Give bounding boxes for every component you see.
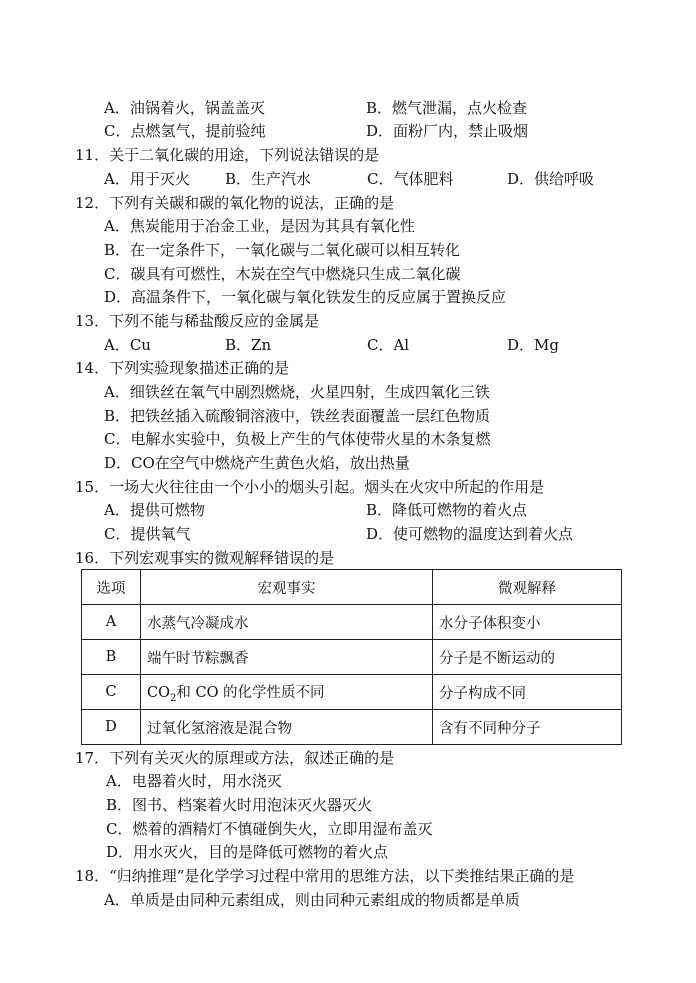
q12-option-b: B．在一定条件下，一氧化碳与二氧化碳可以相互转化 — [104, 241, 461, 259]
q12-option-c: C．碳具有可燃性，木炭在空气中燃烧只生成二氧化碳 — [104, 265, 461, 283]
q14-option-d: D．CO在空气中燃烧产生黄色火焰，放出热量 — [104, 454, 410, 472]
q14-option-c: C．电解水实验中，负极上产生的气体使带火星的木条复燃 — [104, 430, 491, 448]
q10-option-b: B．燃气泄漏，点火检查 — [366, 99, 528, 117]
q15-option-b: B．降低可燃物的着火点 — [366, 501, 528, 519]
q17-option-d: D．用水灭火，目的是降低可燃物的着火点 — [106, 843, 389, 861]
q18-option-a: A．单质是由同种元素组成，则由同种元素组成的物质都是单质 — [104, 891, 520, 909]
table-row — [82, 640, 622, 675]
q17-stem: 17．下列有关灭火的原理或方法，叙述正确的是 — [75, 749, 395, 767]
row-fact: 端午时节粽飘香 — [141, 640, 433, 675]
q12-stem: 12．下列有关碳和碳的氧化物的说法，正确的是 — [75, 194, 395, 212]
q14-option-b: B．把铁丝插入硫酸铜溶液中，铁丝表面覆盖一层红色物质 — [104, 407, 491, 425]
row-explain: 分子是不断运动的 — [433, 640, 622, 675]
q17-option-b: B．图书、档案着火时用泡沫灭火器灭火 — [106, 796, 373, 814]
q13-option-d: D．Mg — [507, 336, 559, 354]
q17-option-a: A．电器着火时，用水浇灭 — [106, 772, 282, 790]
q14-option-a: A．细铁丝在氧气中剧烈燃烧，火星四射，生成四氧化三铁 — [104, 383, 490, 401]
row-option: D — [82, 710, 141, 745]
q12-option-d: D．高温条件下，一氧化碳与氧化铁发生的反应属于置换反应 — [104, 288, 507, 306]
q10-option-c: C．点燃氢气，提前验纯 — [104, 122, 266, 140]
q18-stem: 18．“归纳推理”是化学学习过程中常用的思维方法，以下类推结果正确的是 — [75, 867, 575, 885]
q15-stem: 15．一场大火往往由一个小小的烟头引起。烟头在火灾中所起的作用是 — [75, 478, 545, 496]
q15-option-c: C．提供氧气 — [104, 525, 191, 543]
table-row — [82, 710, 622, 745]
q17-option-c: C．燃着的酒精灯不慎碰倒失火，立即用湿布盖灭 — [106, 820, 433, 838]
fact-subscript: 2 — [169, 692, 177, 704]
q14-stem: 14．下列实验现象描述正确的是 — [75, 359, 290, 377]
fact-formula: CO — [147, 684, 170, 701]
q16-table — [81, 569, 622, 745]
table-row — [82, 675, 622, 710]
header-macro-fact: 宏观事实 — [141, 570, 433, 605]
row-explain: 含有不同种分子 — [433, 710, 622, 745]
q13-option-a: A．Cu — [104, 336, 151, 354]
row-fact — [141, 675, 433, 710]
row-option: C — [82, 675, 141, 710]
q11-stem: 11．关于二氧化碳的用途，下列说法错误的是 — [75, 146, 380, 164]
table-row — [82, 605, 622, 640]
q11-option-b: B．生产汽水 — [225, 170, 312, 188]
q15-option-a: A．提供可燃物 — [104, 501, 205, 519]
header-option: 选项 — [82, 570, 141, 605]
q12-option-a: A．焦炭能用于冶金工业，是因为其具有氧化性 — [104, 217, 415, 235]
q11-option-c: C．气体肥料 — [367, 170, 454, 188]
q13-option-c: C．Al — [367, 336, 410, 354]
q13-stem: 13．下列不能与稀盐酸反应的金属是 — [75, 312, 320, 330]
row-fact: 水蒸气冷凝成水 — [141, 605, 433, 640]
row-explain: 分子构成不同 — [433, 675, 622, 710]
q10-option-d: D．面粉厂内，禁止吸烟 — [366, 122, 529, 140]
header-micro-explain: 微观解释 — [433, 570, 622, 605]
row-option: A — [82, 605, 141, 640]
q16-stem: 16．下列宏观事实的微观解释错误的是 — [75, 549, 335, 567]
row-fact: 过氧化氢溶液是混合物 — [141, 710, 433, 745]
q10-option-a: A．油锅着火，锅盖盖灭 — [104, 99, 265, 117]
q11-option-d: D．供给呼吸 — [507, 170, 595, 188]
row-explain: 水分子体积变小 — [433, 605, 622, 640]
row-option: B — [82, 640, 141, 675]
q11-option-a: A．用于灭火 — [104, 170, 190, 188]
q15-option-d: D．使可燃物的温度达到着火点 — [366, 525, 574, 543]
q13-option-b: B．Zn — [225, 336, 272, 354]
fact-rest: 和 CO 的化学性质不同 — [176, 684, 325, 701]
table-header-row — [82, 570, 622, 605]
